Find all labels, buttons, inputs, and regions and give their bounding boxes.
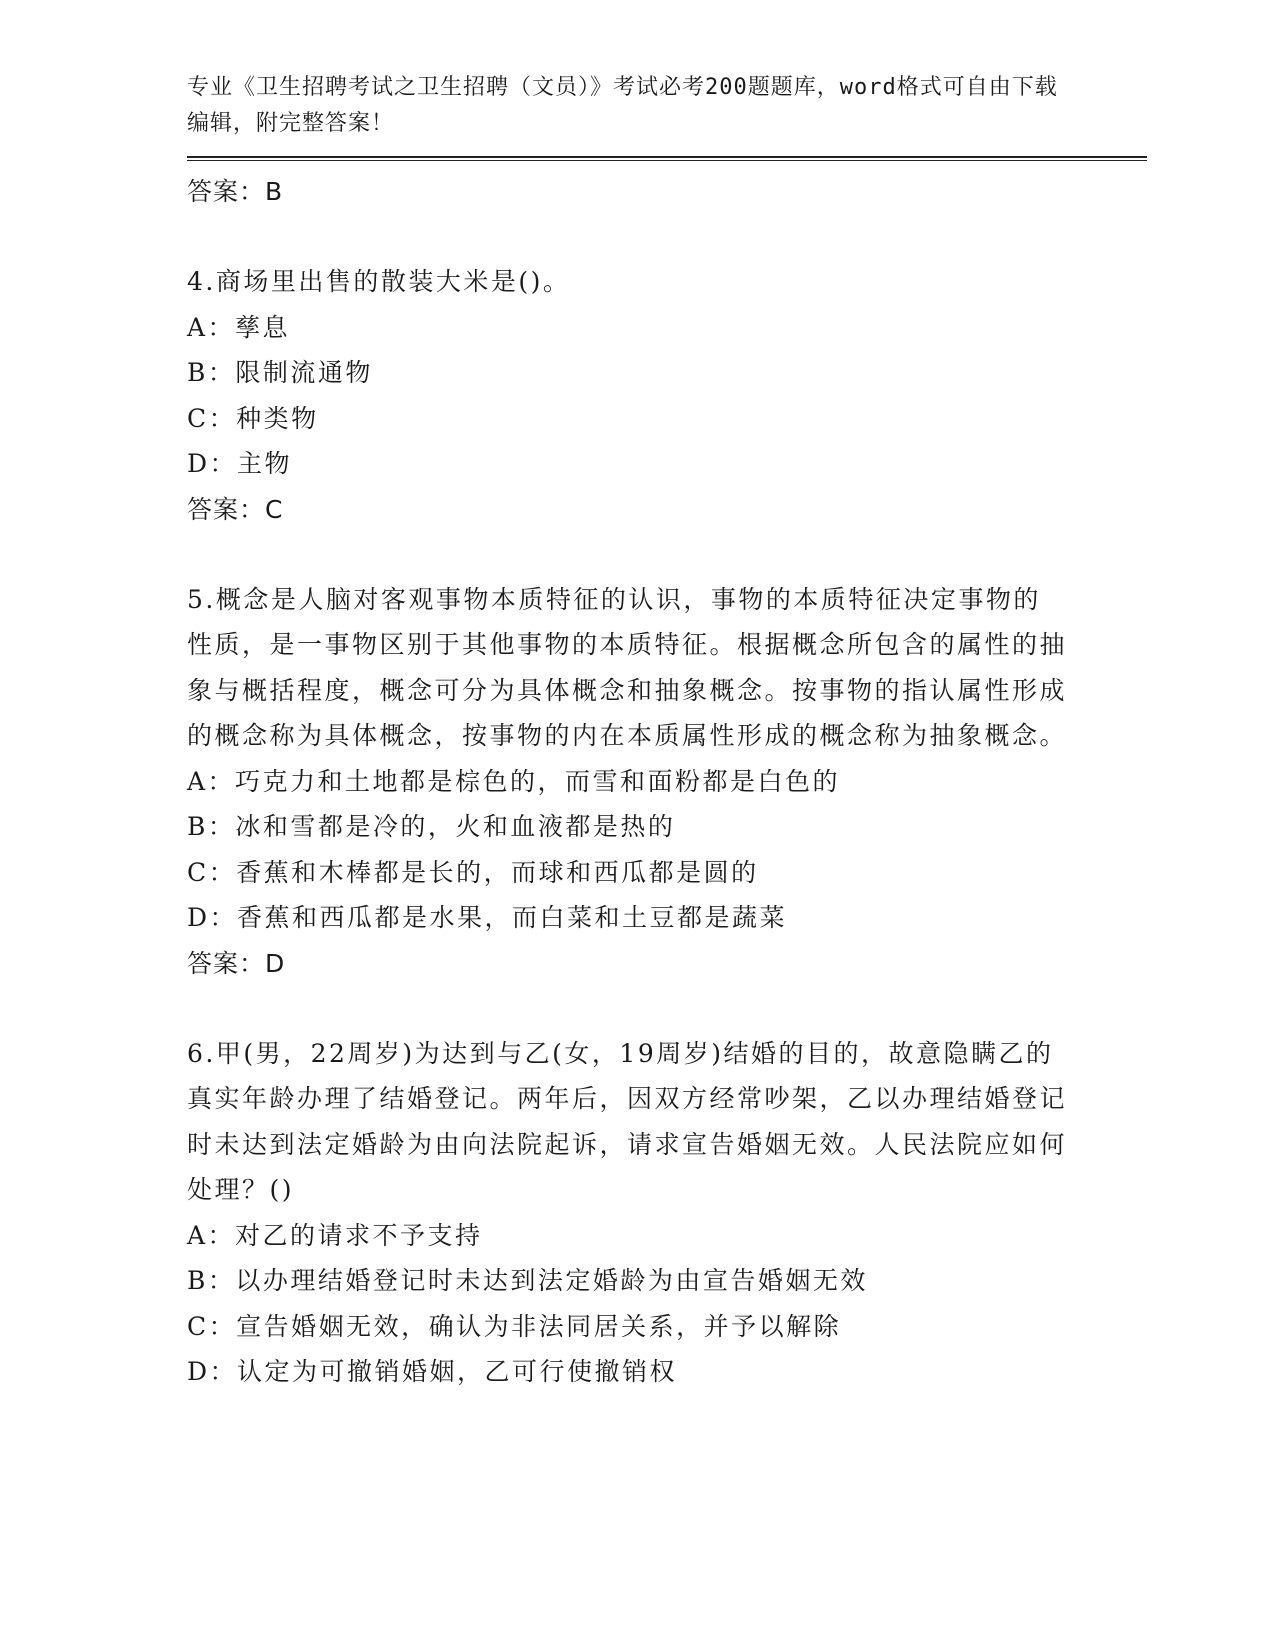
question-6 xyxy=(187,1031,1147,1395)
option-c: C：种类物 xyxy=(187,403,319,433)
option-a: A：巧克力和土地都是棕色的，而雪和面粉都是白色的 xyxy=(187,766,841,796)
document-page xyxy=(187,70,1147,1395)
option-d: D：主物 xyxy=(187,449,293,478)
question-text: 4.商场里出售的散装大米是()。 xyxy=(187,267,571,296)
answer-line: 答案：C xyxy=(187,494,284,524)
option-b: B：限制流通物 xyxy=(187,358,373,387)
option-b: B：冰和雪都是冷的，火和血液都是热的 xyxy=(187,812,676,841)
option-b: B：以办理结婚登记时未达到法定婚龄为由宣告婚姻无效 xyxy=(187,1266,868,1295)
option-d: D：认定为可撤销婚姻，乙可行使撤销权 xyxy=(187,1357,678,1386)
document-header: 专业《卫生招聘考试之卫生招聘（文员）》考试必考200题题库，word格式可自由下载编辑，附完整答案！ xyxy=(187,75,1058,136)
question-text: 5.概念是人脑对客观事物本质特征的认识，事物的本质特征决定事物的性质，是一事物区别于其他事物的本质特征。根据概念所包含的属性的抽象与概括程度，概念可分为具体概念和抽象概念。按事物的指认属性形成的概念称为具体概念，按事物的内在本质属性形成的概念称为抽象概念。 xyxy=(187,584,1068,750)
option-a: A：孳息 xyxy=(187,312,291,342)
question-text: 6.甲(男，22周岁)为达到与乙(女，19周岁)结婚的目的，故意隐瞒乙的真实年龄办理了结婚登记。两年后，因双方经常吵架，乙以办理结婚登记时未达到法定婚龄为由向法院起诉，请求宣告婚姻无效。人民法院应如何处理？() xyxy=(187,1038,1068,1204)
answer-line: 答案：B xyxy=(187,177,284,206)
header-divider xyxy=(187,156,1147,161)
option-d: D：香蕉和西瓜都是水果，而白菜和土豆都是蔬菜 xyxy=(187,903,788,932)
option-c: C：宣告婚姻无效，确认为非法同居关系，并予以解除 xyxy=(187,1311,842,1341)
answer-line: 答案：D xyxy=(187,948,286,978)
question-5 xyxy=(187,577,1147,986)
question-4 xyxy=(187,259,1147,532)
option-c: C：香蕉和木棒都是长的，而球和西瓜都是圆的 xyxy=(187,857,759,887)
option-a: A：对乙的请求不予支持 xyxy=(187,1220,483,1250)
